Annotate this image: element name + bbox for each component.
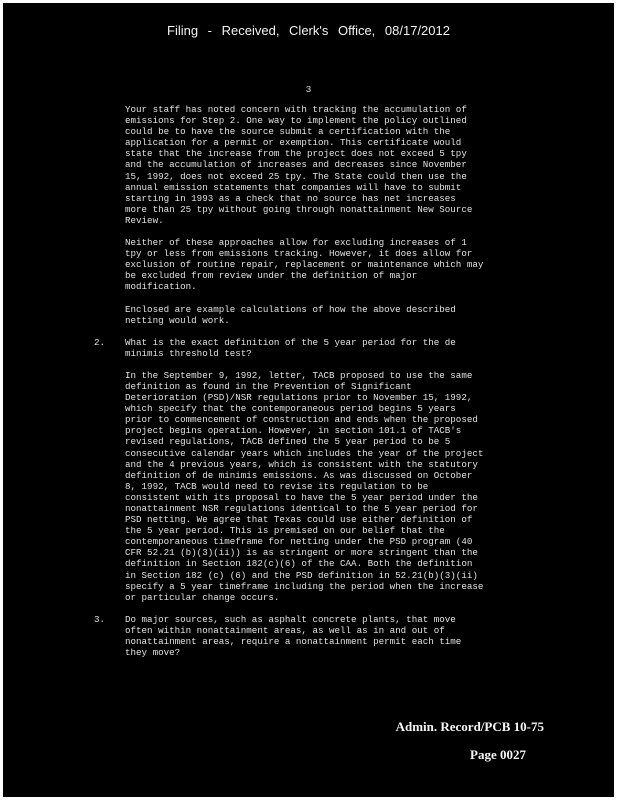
filing-stamp: Filing - Received, Clerk's Office, 08/17/2012 [167,23,450,38]
page-stamp: Page 0027 [470,747,526,762]
question-text: Do major sources, such as asphalt concrete plants, that move often within nonattainment areas, as well as in and out of nonattainment areas, require a nonattainment permit each time they move? [125,613,462,659]
document-page [3,3,614,797]
item-number: 3. [94,613,106,625]
admin-record-stamp: Admin. Record/PCB 10-75 [395,719,544,734]
question-item-3 [94,613,521,659]
paragraph-tracking: Your staff has noted concern with tracking the accumulation of emissions for Step 2. One way to implement the policy outlined could be to have the source submit a certification with the application for a permit or exemption. This certificate would state that the increase from the project does not exceed 5 tpy and the accumulation of increases and decreases since November 15, 1992, does not exceed 25 tpy. The State could then use the annual emission statements that companies will have to submit starting in 1993 as a check that no source has net increases more than 25 tpy without going through nonattainment New Source Review. [125,104,473,226]
letter-body [94,104,521,669]
paragraph-approaches: Neither of these approaches allow for excluding increases of 1 tpy or less from emissions tracking. However, it does allow for exclusion of routine repair, replacement or maintenance which may be excluded from review under the definition of major modification. [125,237,484,293]
question-text: What is the exact definition of the 5 year period for the de minimis threshold test? [125,336,456,359]
question-item-2 [94,336,521,359]
page-number: 3 [305,84,312,95]
item-number: 2. [94,336,106,348]
answer-text: In the September 9, 1992, letter, TACB proposed to use the same definition as found in the Prevention of Significant Deterioration (PSD)/NSR regulations prior to November 15, 1992, which specify that the contemporaneous period begins 5 years prior to commencement of construction and ends when the proposed project begins operation. However, in section 101.1 of TACB's revised regulations, TACB defined the 5 year period to be 5 consecutive calendar years which includes the year of the project and the 4 previous years, which is consistent with the statutory definition of de minimis emissions. As was discussed on October 8, 1992, TACB would need to revise its regulation to be consistent with its proposal to have the 5 year period under the nonattainment NSR regulations identical to the 5 year period for PSD netting. We agree that Texas could use either definition of the 5 year period. This is premised on our belief that the contemporaneous timeframe for netting under the PSD program (40 CFR 52.21 (b)(3)(ii)) is as stringent or more stringent than the definition in Section 182(c)(6) of the CAA. Both the definition in Section 182 (c) (6) and the PSD definition in 52.21(b)(3)(ii) specify a 5 year timeframe including the period when the increase or particular change occurs. [125,369,484,603]
paragraph-enclosed: Enclosed are example calculations of how the above described netting would work. [125,303,456,326]
